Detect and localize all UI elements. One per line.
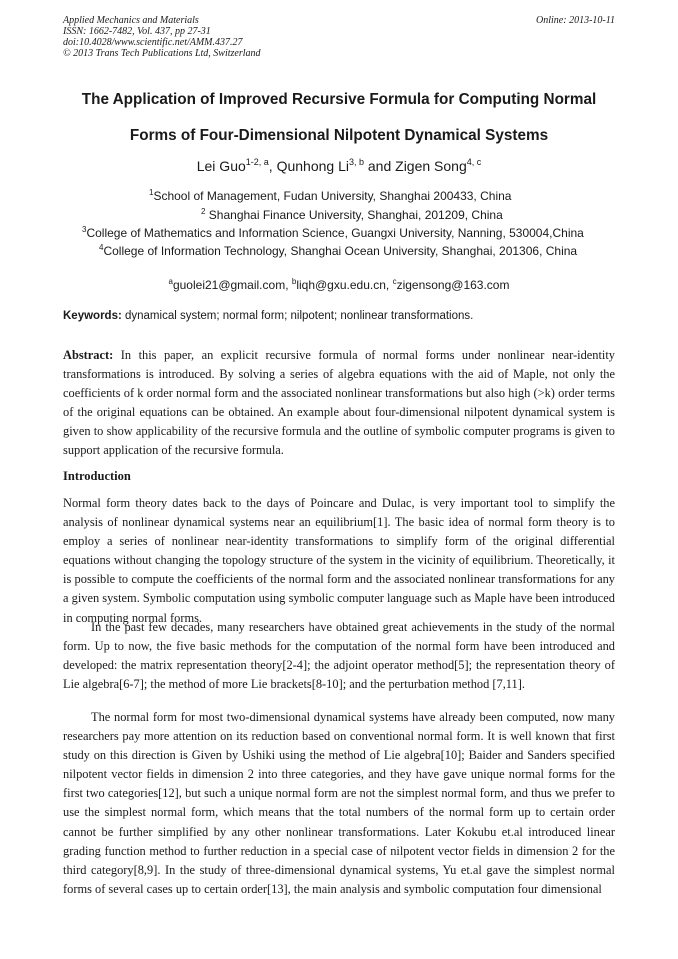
affiliation [201,207,503,222]
journal-copyright: © 2013 Trans Tech Publications Ltd, Switzerland [63,48,261,59]
author-separator: and [364,158,396,174]
affiliation-sup: 3 [82,225,87,234]
keywords-text: dynamical system; normal form; nilpotent; nonlinear transformations. [121,310,474,322]
author-sup: 3, b [348,157,364,167]
email-sup: c [392,277,397,286]
affiliation-sup: 1 [149,188,154,197]
keywords [63,310,473,322]
affiliation-text: School of Management, Fudan University, Shanghai 200433, China [153,189,512,203]
author-sup: 4, c [466,157,482,167]
author-name: Zigen Song [395,158,467,174]
email-address[interactable]: zigensong@163.com [396,278,510,292]
affiliation-sup: 2 [201,207,206,216]
journal-doi[interactable]: doi:10.4028/www.scientific.net/AMM.437.27 [63,37,243,48]
journal-issn: ISSN: 1662-7482, Vol. 437, pp 27-31 [63,26,211,37]
journal-header [63,15,261,59]
author-list [0,157,678,174]
paper-title-line-2: Forms of Four-Dimensional Nilpotent Dynamical Systems [129,127,549,144]
email-sup: b [291,277,297,286]
abstract-text: In this paper, an explicit recursive formula of normal forms under nonlinear near-identity transformations is introduced. By solving a series of algebra equations with the aid of Maple, not only the coefficients of k order normal form and the associated nonlinear transformations but also high (>k) order terms of the original equations can be obtained. An example about four-dimensional nilpotent dynamical system is given to show applicability of the recursive formula and the outline of symbolic computer programs is given to support application of the recursive formula. [63,348,615,458]
paper-title-line-1: The Application of Improved Recursive Formula for Computing Normal [81,91,597,108]
email-address[interactable]: guolei21@gmail.com, [172,278,292,292]
email-sup: a [168,277,173,286]
intro-paragraph: Normal form theory dates back to the days of Poincare and Dulac, is very important tool to simplify the analysis of nonlinear dynamical systems near an equilibrium[1]. The basic idea of normal form theory is to employ a series of nonlinear near-identity transformations to simplify form of the original differential equations without changing the topology structure of the system in the vicinity of equilibrium. Theoretically, it is possible to compute the coefficients of the normal form and the associated nonlinear transformations for any a given system. Symbolic computation using symbolic computer language such as Maple have been introduced in computing normal forms. [63,496,615,625]
affiliation [82,225,584,240]
author-sup: 1-2, a [245,157,269,167]
author-separator: , [268,158,277,174]
author-name: Qunhong Li [276,158,349,174]
abstract [63,346,615,461]
abstract-label: Abstract: [63,348,114,362]
author-name: Lei Guo [196,158,246,174]
affiliation-text: College of Information Technology, Shanghai Ocean University, Shanghai, 201306, China [103,244,578,258]
affiliation [99,243,577,258]
email-address[interactable]: liqh@gxu.edu.cn, [296,278,393,292]
email-list [0,277,678,292]
intro-paragraph: In the past few decades, many researchers have obtained great achievements in the study of the normal form. Up to now, the five basic methods for the computation of the normal form have been introduced and developed: the matrix representation theory[2-4]; the adjoint operator method[5]; the representation theory of Lie algebra[6-7]; the method of more Lie brackets[8-10]; and the perturbation method [7,11]. [63,620,615,692]
affiliation [149,188,511,203]
intro-paragraph: The normal form for most two-dimensional dynamical systems have already been computed, now many researchers pay more attention on its reduction based on conventional normal form. It is well known that first study on this direction is Given by Ushiki using the method of Lie algebra[10]; Baider and Sanders specified nilpotent vector fields in dimension 2 into three categories, and they have gave unique normal forms for the first two categories[12], but such a unique normal form are not the simplest normal form, and thus we prefer to use the simplest normal form, which means that the total numbers of the normal form up to certain order cannot be further simplified by any other nonlinear transformations. Later Kokubu et.al introduced linear grading function method to further reduction in a special case of nilpotent vector fields in dimension 2 for the third category[8,9]. In the study of three-dimensional dynamical systems, Yu et.al gave the simplest normal forms of several cases up to certain order[13], the main analysis and symbolic computation four dimensional [63,710,615,896]
section-heading-introduction: Introduction [63,469,131,483]
affiliation-text: College of Mathematics and Information Science, Guangxi University, Nanning, 530004,China [86,226,584,240]
keywords-label: Keywords: [63,310,122,322]
affiliation-text: Shanghai Finance University, Shanghai, 201209, China [205,208,503,222]
journal-name: Applied Mechanics and Materials [63,15,199,26]
online-date: Online: 2013-10-11 [536,15,615,26]
affiliation-sup: 4 [99,243,104,252]
